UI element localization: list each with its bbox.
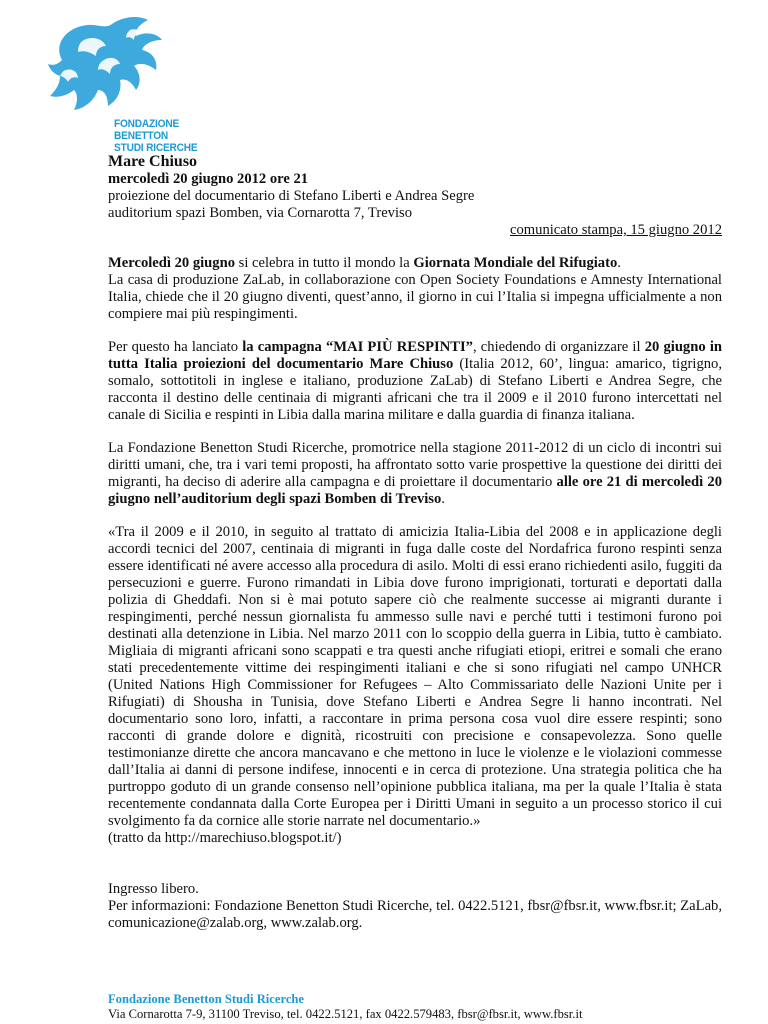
press-release-date: comunicato stampa, 15 giugno 2012 xyxy=(510,222,722,238)
paragraph-quote: «Tra il 2009 e il 2010, in seguito al trattato di amicizia Italia-Libia del 2008 e in applicazione degli accordi tecnici del 2007, centinaia di migranti in fuga dalle coste del Nordafrica furono respinti senza essere identificati né avere accesso alla procedura di asilo. Molti di essi erano richiedenti asilo, fuggiti da persecuzioni e guerre. Furono rimandati in Libia dove furono imprigionati, torturati e deportati dalla polizia di Gheddafi. Non si è mai potuto sapere ciò che realmente successe ai migranti durante i respingimenti, perché nessun giornalista fu ammesso sulle navi e perché tutti i testimoni furono poi destinati alla detenzione in Libia. Nel marzo 2011 con lo scoppio della guerra in Libia, tutto è cambiato. Migliaia di migranti africani sono scappati e tra questi anche rifugiati etiopi, eritrei e somali che erano stati precedentemente vittime dei respingimenti italiani e che si sono rifugiati nel campo UNHCR (United Nations High Commissioner for Refugees – Alto Commissariato delle Nazioni Unite per i Rifugiati) di Shousha in Tunisia, dove Stefano Liberti e Andrea Segre li hanno incontrati. Nel documentario sono loro, infatti, a raccontare in prima persona cosa vuol dire essere respinti; sono racconti di grande dolore e dignità, ricostruiti con precisione e consapevolezza. Sono quelle testimonianze dirette che ancora mancavano e che mettono in luce le violenze e le violazioni commesse dall’Italia ai danni di persone indifese, innocenti e in cerca di protezione. Una strategia politica che ha purtroppo goduto di un grande consenso nell’opinione pubblica italiana, ma per la quale l’Italia è stata recentemente condannata dalla Corte Europea per i Diritti Umani in seguito a un processo storico il cui svolgimento fa da cornice alle storie narrate nel documentario.» xyxy=(108,524,722,829)
body-text: Per questo ha lanciato xyxy=(108,339,243,355)
body-text: (Italia 2012, 60’, lingua: amarico, tigrigno, somalo, sottotitoli in inglese e italiano, produzione ZaLab) di Stefano Liberti e Andrea Segre, che racconta il destino delle centinaia di migranti africani che tra il 2009 e il 2010 furono intercettati nel canale di Sicilia e respinti in Libia dalla marina militare e dalla guardia di finanza italiana. xyxy=(108,356,722,423)
spacer xyxy=(108,847,722,881)
bold-text: Mercoledì 20 giugno xyxy=(108,255,236,271)
paragraph-intro xyxy=(108,255,722,272)
logo-line: BENETTON xyxy=(114,130,169,142)
press-release-body xyxy=(108,152,722,932)
paragraph-zalab: La casa di produzione ZaLab, in collaborazione con Open Society Foundations e Amnesty International Italia, chiede che il 20 giugno diventi, quest’anno, il giorno in cui l’Italia si impegna ufficialmente a non compiere mai più respingimenti. xyxy=(108,272,722,322)
footer-organization: Fondazione Benetton Studi Ricerche xyxy=(108,992,305,1006)
body-text: . xyxy=(617,255,621,271)
body-text: La Fondazione Benetton Studi Ricerche, promotrice nella stagione 2011-2012 di un ciclo di incontri sui diritti umani, che, tra i vari temi proposti, ha affrontato sotto varie prospettive la questione dei diritti dei migranti, ha deciso di aderire alla campagna e di proiettare il documentario xyxy=(108,440,722,490)
event-screening: proiezione del documentario di Stefano Liberti e Andrea Segre xyxy=(108,188,475,204)
quote-source: (tratto da http://marechiuso.blogspot.it/) xyxy=(108,830,342,846)
paragraph-foundation xyxy=(108,440,722,508)
bold-text: Giornata Mondiale del Rifugiato xyxy=(413,255,618,271)
contact-info: Per informazioni: Fondazione Benetton Studi Ricerche, tel. 0422.5121, fbsr@fbsr.it, www.fbsr.it; ZaLab, comunicazione@zalab.org, www.zalab.org. xyxy=(108,898,722,931)
body-text: , chiedendo di organizzare il xyxy=(472,339,645,355)
logo-line: STUDI RICERCHE xyxy=(114,142,198,154)
bold-text: 20 giugno in tutta Italia proiezioni del documentario Mare Chiuso xyxy=(108,339,722,372)
entry-note: Ingresso libero. xyxy=(108,881,199,897)
bold-text: alle ore 21 di mercoledì 20 giugno nell’auditorium degli spazi Bomben di Treviso xyxy=(108,474,722,507)
page-footer xyxy=(108,992,748,1022)
footer-address: Via Cornarotta 7-9, 31100 Treviso, tel. 0422.5121, fax 0422.579483, fbsr@fbsr.it, www.fbsr.it xyxy=(108,1007,583,1021)
logo-wordmark xyxy=(114,118,197,154)
paragraph-campaign xyxy=(108,339,722,424)
body-text: . xyxy=(441,491,445,507)
event-venue: auditorium spazi Bomben, via Cornarotta 7, Treviso xyxy=(108,205,413,221)
event-date-time: mercoledì 20 giugno 2012 ore 21 xyxy=(108,171,309,187)
foundation-logo xyxy=(44,10,244,154)
document-title: Mare Chiuso xyxy=(108,153,198,170)
horse-rider-icon xyxy=(44,10,194,122)
bold-text: la campagna “MAI PIÙ RESPINTI” xyxy=(242,339,473,355)
logo-line: FONDAZIONE xyxy=(114,118,180,130)
body-text: si celebra in tutto il mondo la xyxy=(235,255,414,271)
